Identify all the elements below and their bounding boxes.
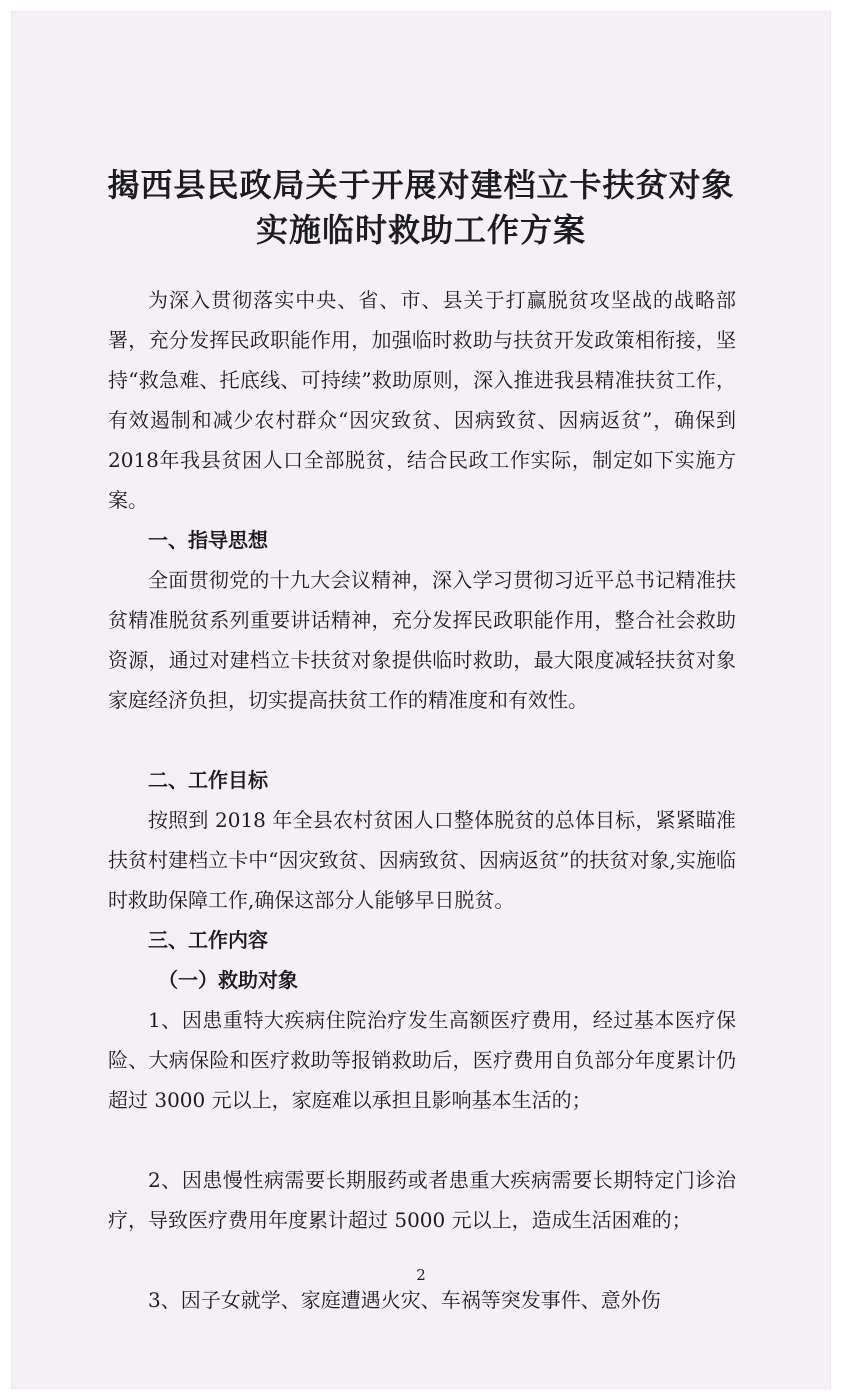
section-2-heading: 二、工作目标 (148, 768, 268, 792)
section-1-heading: 一、指导思想 (148, 528, 268, 552)
document-title-line-2: 实施临时救助工作方案 (255, 211, 586, 249)
list-item-3: 3、因子女就学、家庭遭遇火灾、车祸等突发事件、意外伤 (148, 1288, 661, 1312)
page-number: 2 (416, 1266, 426, 1284)
section-3-subheading: （一）救助对象 (158, 968, 298, 992)
section-1-body: 全面贯彻党的十九大会议精神，深入学习贯彻习近平总书记精准扶贫精准脱贫系列重要讲话精神，充分发挥民政职能作用，整合社会救助资源，通过对建档立卡扶贫对象提供临时救助，最大限度减轻扶贫对象家庭经济负担，切实提高扶贫工作的精准度和有效性。 (108, 568, 736, 712)
document-page (12, 12, 830, 1388)
section-2-body: 按照到 2018 年全县农村贫困人口整体脱贫的总体目标，紧紧瞄准扶贫村建档立卡中“因灾致贫、因病致贫、因病返贫”的扶贫对象,实施临时救助保障工作,确保这部分人能够早日脱贫。 (108, 808, 736, 912)
section-3-heading: 三、工作内容 (148, 928, 268, 952)
intro-paragraph: 为深入贯彻落实中央、省、市、县关于打赢脱贫攻坚战的战略部署，充分发挥民政职能作用，加强临时救助与扶贫开发政策相衔接，坚持“救急难、托底线、可持续”救助原则，深入推进我县精准扶贫工作，有效遏制和减少农村群众“因灾致贫、因病致贫、因病返贫”，确保到2018年我县贫困人口全部脱贫，结合民政工作实际，制定如下实施方案。 (108, 288, 736, 512)
list-item-1: 1、因患重特大疾病住院治疗发生高额医疗费用，经过基本医疗保险、大病保险和医疗救助等报销救助后，医疗费用自负部分年度累计仍超过 3000 元以上，家庭难以承担且影响基本生活的； (108, 1008, 736, 1112)
list-item-2: 2、因患慢性病需要长期服药或者患重大疾病需要长期特定门诊治疗，导致医疗费用年度累计超过 5000 元以上，造成生活困难的； (108, 1168, 736, 1232)
document-title-line-1: 揭西县民政局关于开展对建档立卡扶贫对象 (107, 166, 735, 204)
